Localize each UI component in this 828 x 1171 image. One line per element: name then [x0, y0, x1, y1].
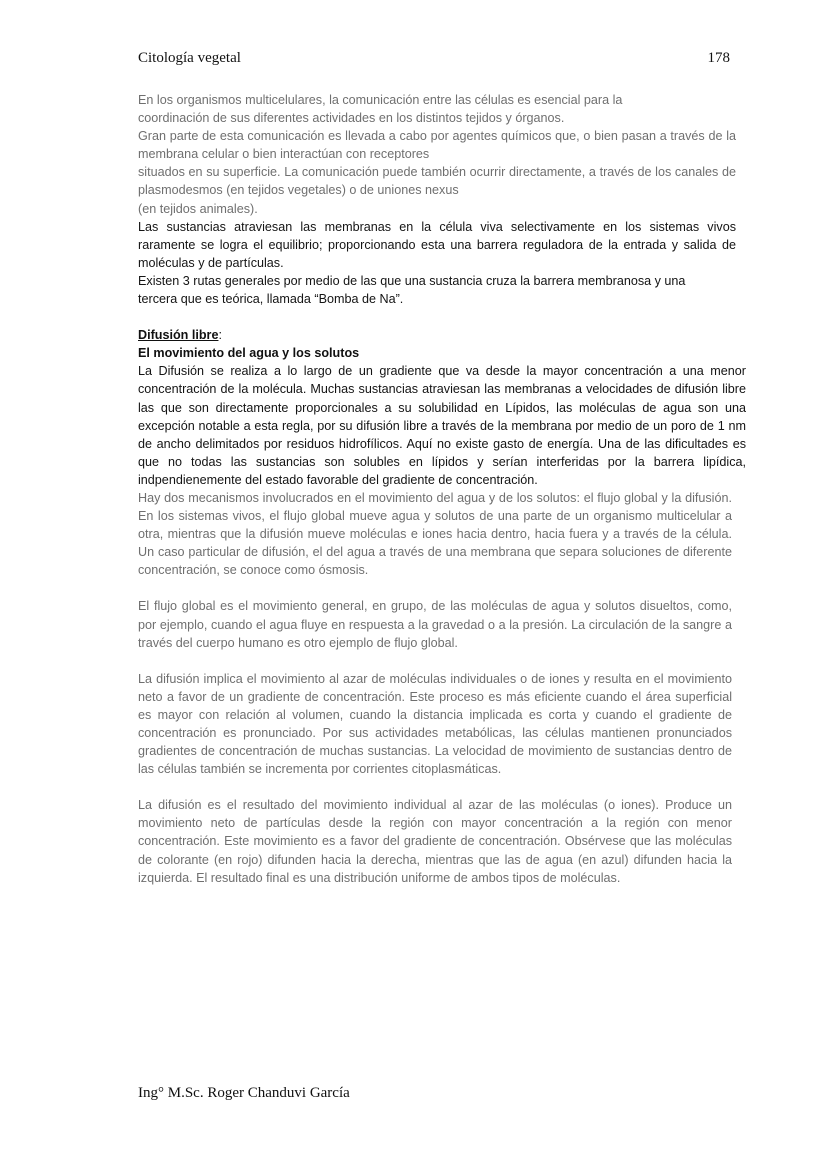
- intro-paragraph-1-line-1: En los organismos multicelulares, la comunicación entre las células es esencial para la: [138, 93, 623, 107]
- section-paragraph-2: Hay dos mecanismos involucrados en el movimiento del agua y de los solutos: el flujo global y la difusión. En los sistemas vivos, el flujo global mueve agua y solutos de una parte de un organismo multicelular a otra, mientras que la difusión mueve moléculas e iones hacia dentro, hacia fuera y a través de la célula. Un caso particular de difusión, el del agua a través de una membrana que separa soluciones de diferente concentración, se conoce como ósmosis.: [138, 490, 732, 578]
- intro-paragraph-7: tercera que es teórica, llamada “Bomba de Na”.: [138, 292, 404, 307]
- spacer: [138, 579, 746, 597]
- intro-paragraph-6: Existen 3 rutas generales por medio de las que una sustancia cruza la barrera membranosa y una: [138, 273, 686, 288]
- intro-paragraph-2: Gran parte de esta comunicación es llevada a cabo por agentes químicos que, o bien pasan a través de la membrana celular o bien interactúan con receptores: [138, 129, 736, 162]
- spacer: [138, 308, 746, 326]
- spacer: [138, 778, 746, 796]
- section-paragraph-5: La difusión es el resultado del movimiento individual al azar de las moléculas (o iones). Produce un movimiento neto de partículas desde la región con mayor concentración a la región con menor concentración. Este movimiento es a favor del gradiente de concentración. Obsérvese que las moléculas de colorante (en rojo) difunden hacia la derecha, mientras que las de agua (en azul) difunden hacia la izquierda. El resultado final es una distribución uniforme de ambos tipos de moléculas.: [138, 798, 732, 885]
- intro-paragraph-1: [138, 91, 746, 127]
- section-heading: Difusión libre: [138, 328, 219, 343]
- section-heading-suffix: :: [218, 328, 222, 343]
- page-header: [138, 50, 730, 72]
- intro-paragraph-1-line-2: coordinación de sus diferentes actividades en los distintos tejidos y órganos.: [138, 111, 565, 126]
- intro-paragraph-4: (en tejidos animales).: [138, 201, 258, 216]
- page-footer: Ing° M.Sc. Roger Chanduvi García: [138, 1085, 350, 1101]
- section-subheading: El movimiento del agua y los solutos: [138, 346, 360, 361]
- section-paragraph-4: La difusión implica el movimiento al azar de moléculas individuales o de iones y resulta en el movimiento neto a favor de un gradiente de concentración. Este proceso es más eficiente cuando el área superficial es mayor con relación al volumen, cuando la distancia implicada es corta y cuando el gradiente de concentración es pronunciado. Por sus actividades metabólicas, las células mantienen pronunciados gradientes de concentración de muchas sustancias. La velocidad de movimiento de sustancias dentro de las células también se incrementa por corrientes citoplasmáticas.: [138, 671, 732, 777]
- running-title: Citología vegetal: [138, 50, 241, 66]
- intro-paragraph-3: situados en su superficie. La comunicación puede también ocurrir directamente, a través de los canales de plasmodesmos (en tejidos vegetales) o de uniones nexus: [138, 165, 736, 198]
- page-body: [138, 91, 746, 887]
- intro-paragraph-5: Las sustancias atraviesan las membranas en la célula viva selectivamente en los sistemas vivos raramente se logra el equilibrio; proporcionando esta una barrera reguladora de la entrada y salida de moléculas y de partículas.: [138, 219, 736, 270]
- section-heading-line: [138, 326, 746, 344]
- section-paragraph-1: La Difusión se realiza a lo largo de un gradiente que va desde la mayor concentración a una menor concentración de la molécula. Muchas sustancias atraviesan las membranas a velocidades de difusión libre las que son directamente proporcionales a su solubilidad en Lípidos, las moléculas de agua son una excepción notable a esta regla, por su difusión libre a través de la membrana por medio de un poro de 1 nm de ancho delimitados por residuos hidrofílicos. Aquí no existe gasto de energía. Una de las dificultades es que no todas las sustancias son solubles en lípidos y serían interferidas por la barrera lipídica, indpendienemente del estado favorable del gradiente de concentración.: [138, 364, 746, 487]
- page-number: 178: [707, 50, 730, 66]
- section-paragraph-3: El flujo global es el movimiento general, en grupo, de las moléculas de agua y solutos disueltos, como, por ejemplo, cuando el agua fluye en respuesta a la gravedad o a la presión. La circulación de la sangre a través del cuerpo humano es otro ejemplo de flujo global.: [138, 599, 732, 650]
- spacer: [138, 652, 746, 670]
